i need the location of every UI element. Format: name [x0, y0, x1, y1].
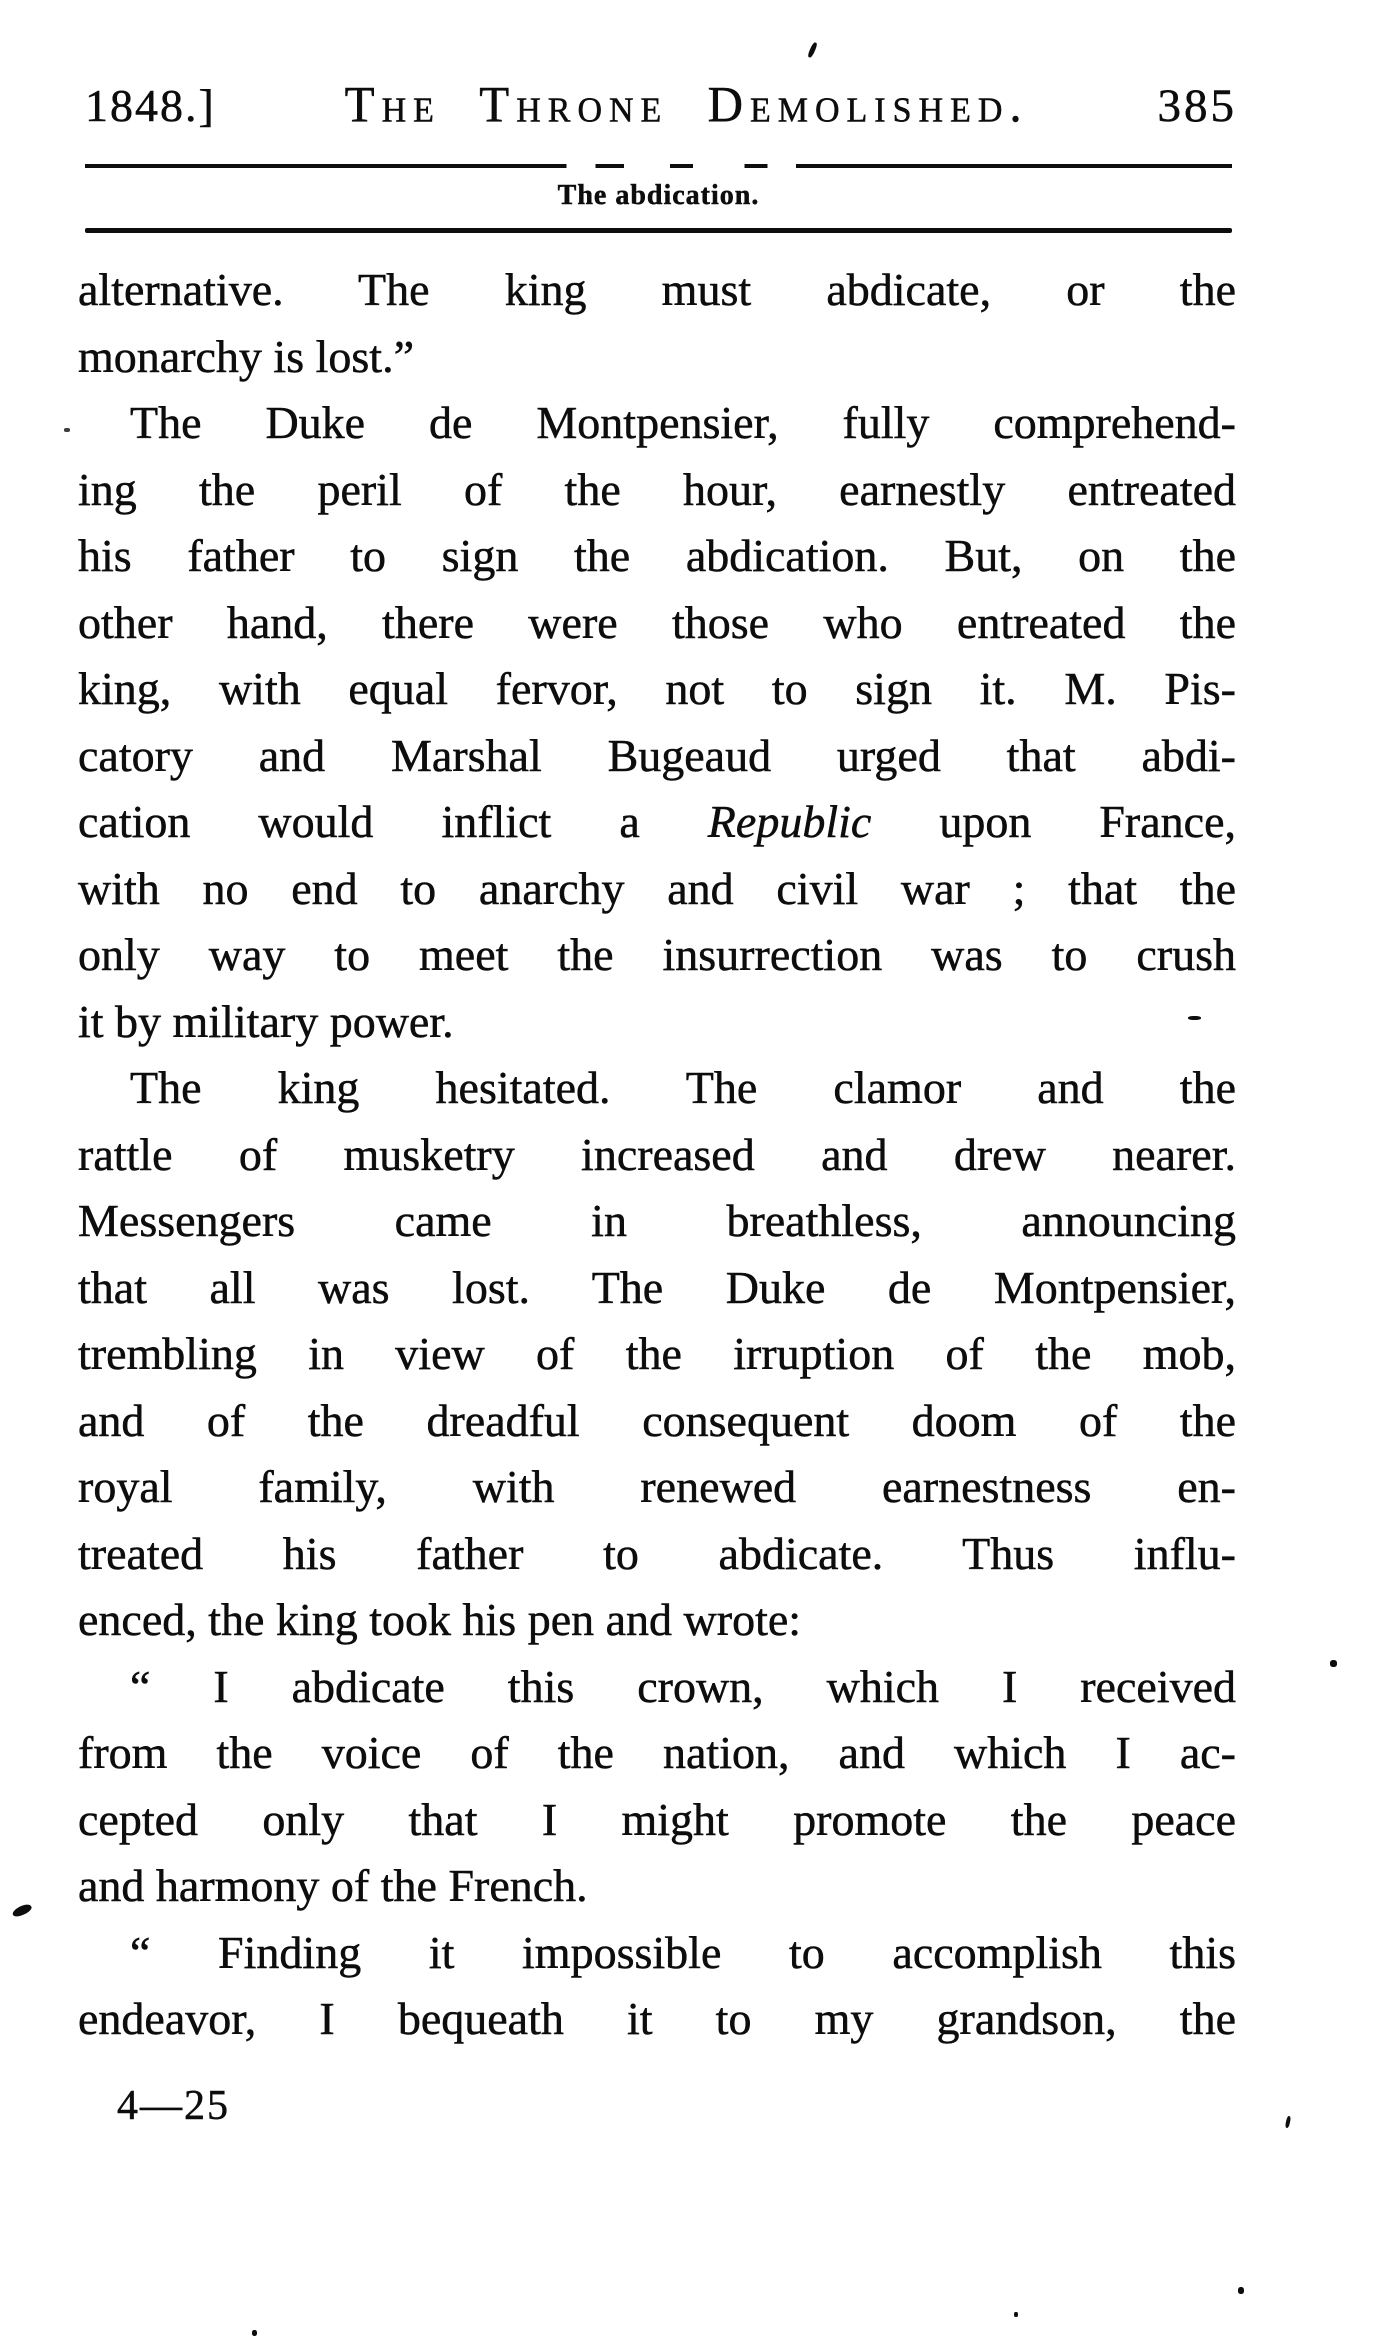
- text-segment: his father to sign the abdication. But, on the: [78, 530, 1236, 581]
- text-segment: “ I abdicate this crown, which I received: [130, 1660, 1236, 1712]
- text-line: [78, 1255, 1236, 1322]
- text-segment: ing the peril of the hour, earnestly entreated: [78, 463, 1236, 515]
- text-line: [78, 523, 1236, 590]
- text-line: [78, 1388, 1236, 1455]
- text-segment: that all was lost. The Duke de Montpensier,: [78, 1261, 1236, 1313]
- text-segment: and harmony of the French.: [78, 1860, 588, 1911]
- scan-speck: [252, 2330, 257, 2336]
- text-line: [78, 1787, 1236, 1854]
- text-line: [78, 1587, 1236, 1654]
- text-line: [78, 1986, 1236, 2053]
- text-segment: “ Finding it impossible to accomplish this: [130, 1926, 1236, 1978]
- text-segment: cepted only that I might promote the peace: [78, 1793, 1236, 1845]
- text-segment: cation would inflict a: [78, 796, 708, 847]
- text-segment: royal family, with renewed earnestness en-: [78, 1461, 1236, 1512]
- text-segment: alternative. The king must abdicate, or the: [78, 264, 1236, 315]
- running-header: [85, 76, 1237, 133]
- scan-speck: [1330, 1660, 1337, 1667]
- text-segment: it by military power.: [78, 995, 454, 1047]
- text-segment: with no end to anarchy and civil war ; that the: [78, 862, 1236, 914]
- text-segment: upon France,: [871, 796, 1237, 847]
- header-chapter-title: The Throne Demolished.: [344, 75, 1029, 134]
- divider-rule-top: [85, 164, 1232, 168]
- divider-rule-bottom: [85, 228, 1232, 233]
- scan-speck: [11, 1902, 33, 1919]
- text-line: [78, 1122, 1236, 1189]
- text-segment-italic: Republic: [707, 796, 872, 847]
- scan-speck: [64, 428, 70, 432]
- scan-speck: [1285, 2116, 1291, 2129]
- text-segment: king, with equal fervor, not to sign it. M. Pis-: [78, 663, 1236, 714]
- text-segment: The Duke de Montpensier, fully comprehend-: [130, 397, 1236, 448]
- signature-mark: 4—25: [117, 2083, 230, 2129]
- scan-speck: [807, 42, 818, 59]
- scan-speck: [1238, 2287, 1244, 2294]
- text-line: [78, 1321, 1236, 1388]
- text-segment: catory and Marshal Bugeaud urged that abdi-: [78, 729, 1236, 781]
- text-line: [78, 656, 1236, 723]
- text-line: [78, 457, 1236, 524]
- text-line: [78, 723, 1236, 790]
- text-segment: and of the dreadful consequent doom of the: [78, 1394, 1236, 1446]
- text-segment: other hand, there were those who entreated the: [78, 596, 1236, 648]
- text-segment: enced, the king took his pen and wrote:: [78, 1594, 802, 1645]
- text-line: [78, 1720, 1236, 1787]
- text-line: [78, 324, 1236, 391]
- text-segment: from the voice of the nation, and which I ac-: [78, 1727, 1236, 1778]
- scan-speck: [1188, 1016, 1201, 1020]
- text-line: [78, 789, 1236, 856]
- text-segment: The king hesitated. The clamor and the: [130, 1062, 1236, 1113]
- text-line: [78, 1853, 1236, 1920]
- text-line: [78, 1188, 1236, 1255]
- text-segment: rattle of musketry increased and drew nearer.: [78, 1128, 1236, 1180]
- text-line: [78, 1521, 1236, 1588]
- text-segment: treated his father to abdicate. Thus influ-: [78, 1527, 1236, 1579]
- text-segment: monarchy is lost.”: [78, 330, 414, 382]
- text-line: [78, 1454, 1236, 1521]
- text-line: [78, 1055, 1236, 1122]
- text-segment: endeavor, I bequeath it to my grandson, the: [78, 1993, 1236, 2044]
- text-line: [78, 257, 1236, 324]
- text-segment: only way to meet the insurrection was to crush: [78, 929, 1236, 980]
- text-segment: Messengers came in breathless, announcing: [78, 1195, 1236, 1246]
- text-segment: trembling in view of the irruption of the mob,: [78, 1328, 1236, 1379]
- page-body: [78, 257, 1236, 2053]
- text-line: [78, 1654, 1236, 1721]
- text-line: [78, 1920, 1236, 1987]
- header-page-number: 385: [1157, 80, 1237, 132]
- text-line: [78, 922, 1236, 989]
- header-year-bracket: 1848.]: [85, 80, 216, 131]
- scan-speck: [1014, 2312, 1018, 2317]
- text-line: [78, 390, 1236, 457]
- running-subhead: The abdication.: [557, 180, 760, 211]
- text-line: [78, 856, 1236, 923]
- text-line: [78, 989, 1236, 1056]
- text-line: [78, 590, 1236, 657]
